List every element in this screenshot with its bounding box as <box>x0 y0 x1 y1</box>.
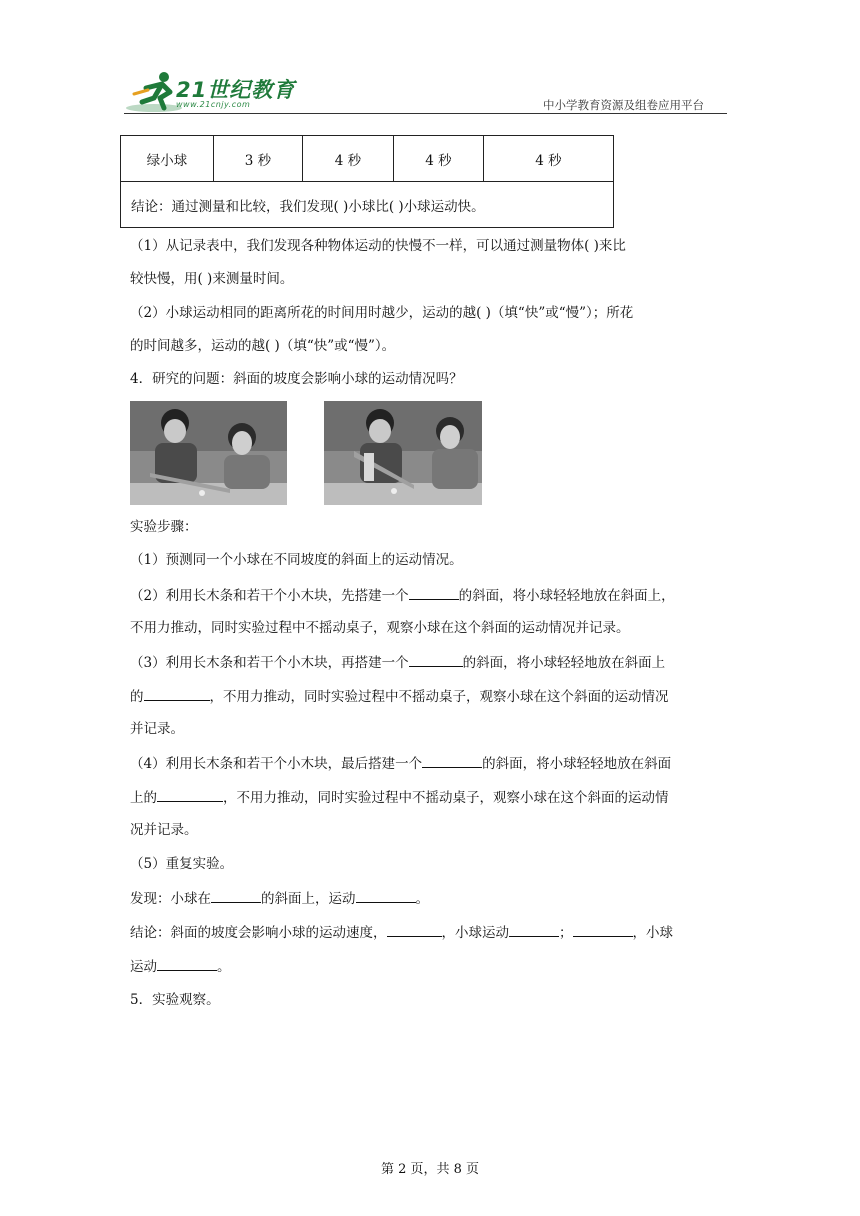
blank <box>409 652 463 667</box>
step4-line3: 况并记录。 <box>130 822 198 838</box>
conclusion-text-d: ，小球 <box>632 925 673 941</box>
step4-text-d: ，不用力推动，同时实验过程中不摇动桌子，观察小球在这个斜面的运动情 <box>223 790 669 806</box>
conclusion-text-e: 运动 <box>130 959 157 975</box>
blank <box>387 922 442 937</box>
platform-name: 中小学教育资源及组卷应用平台 <box>543 98 704 112</box>
conclusion-line2 <box>130 956 231 977</box>
finding-text-c: 。 <box>415 891 429 907</box>
q1-line1: （1）从记录表中，我们发现各种物体运动的快慢不一样，可以通过测量物体( )来比 <box>130 238 626 254</box>
q2-line2: 的时间越多，运动的越( )（填“快”或“慢”）。 <box>130 338 396 354</box>
blank <box>573 922 633 937</box>
step3-text-c: 的 <box>130 689 144 705</box>
blank <box>422 753 482 768</box>
conclusion-text-c: ； <box>559 925 573 941</box>
finding-text-a: 发现：小球在 <box>130 891 211 907</box>
page-footer: 第 2 页，共 8 页 <box>380 1162 480 1177</box>
step3-text-d: ，不用力推动，同时实验过程中不摇动桌子，观察小球在这个斜面的运动情况 <box>209 689 669 705</box>
table-cell: 4 秒 <box>484 136 614 182</box>
finding-line <box>130 888 429 909</box>
logo-text: 21世纪教育 <box>176 78 296 102</box>
step3-line1 <box>130 652 665 673</box>
blank <box>509 922 559 937</box>
blank <box>144 686 210 701</box>
step2-line1 <box>130 585 675 606</box>
step4-text-a: （4）利用长木条和若干个小木块，最后搭建一个 <box>130 756 423 772</box>
step3-text-a: （3）利用长木条和若干个小木块，再搭建一个 <box>130 655 409 671</box>
table-row <box>121 136 614 182</box>
experiment-photo-2 <box>324 401 482 505</box>
step2-line2: 不用力推动，同时实验过程中不摇动桌子，观察小球在这个斜面的运动情况并记录。 <box>130 620 630 636</box>
step4-text-c: 上的 <box>130 790 157 806</box>
table-cell: 3 秒 <box>214 136 303 182</box>
experiment-photo-1 <box>130 401 287 505</box>
record-table <box>120 135 614 228</box>
blank <box>409 585 459 600</box>
steps-title: 实验步骤： <box>130 519 198 535</box>
step1: （1）预测同一个小球在不同坡度的斜面上的运动情况。 <box>130 552 463 568</box>
table-cell: 4 秒 <box>394 136 484 182</box>
blank <box>356 888 416 903</box>
conclusion-text-b: ，小球运动 <box>441 925 509 941</box>
q1-line2: 较快慢，用( )来测量时间。 <box>130 271 294 287</box>
step3-line3: 并记录。 <box>130 721 184 737</box>
step4-text-b: 的斜面，将小球轻轻地放在斜面 <box>482 756 672 772</box>
table-conclusion: 结论：通过测量和比较，我们发现( )小球比( )小球运动快。 <box>121 182 614 228</box>
step2-text-a: （2）利用长木条和若干个小木块，先搭建一个 <box>130 588 409 604</box>
conclusion-line1 <box>130 922 673 943</box>
blank <box>157 956 217 971</box>
conclusion-text-a: 结论：斜面的坡度会影响小球的运动速度， <box>130 925 387 941</box>
table-cell: 4 秒 <box>303 136 394 182</box>
blank <box>211 888 261 903</box>
section4-title: 4．研究的问题：斜面的坡度会影响小球的运动情况吗？ <box>130 371 463 387</box>
step3-text-b: 的斜面，将小球轻轻地放在斜面上 <box>462 655 666 671</box>
step4-line2 <box>130 787 669 808</box>
section5-title: 5．实验观察。 <box>130 992 220 1008</box>
step4-line1 <box>130 753 671 774</box>
table-cell: 绿小球 <box>121 136 214 182</box>
table-row <box>121 182 614 228</box>
step5: （5）重复实验。 <box>130 856 234 872</box>
blank <box>157 787 223 802</box>
logo-url: www.21cnjy.com <box>176 100 251 109</box>
header-divider <box>124 113 727 114</box>
q2-line1: （2）小球运动相同的距离所花的时间用时越少，运动的越( )（填“快”或“慢”）；所花 <box>130 305 634 321</box>
conclusion-text-f: 。 <box>217 959 231 975</box>
step3-line2 <box>130 686 669 707</box>
step2-text-b: 的斜面，将小球轻轻地放在斜面上， <box>458 588 675 604</box>
finding-text-b: 的斜面上，运动 <box>261 891 356 907</box>
